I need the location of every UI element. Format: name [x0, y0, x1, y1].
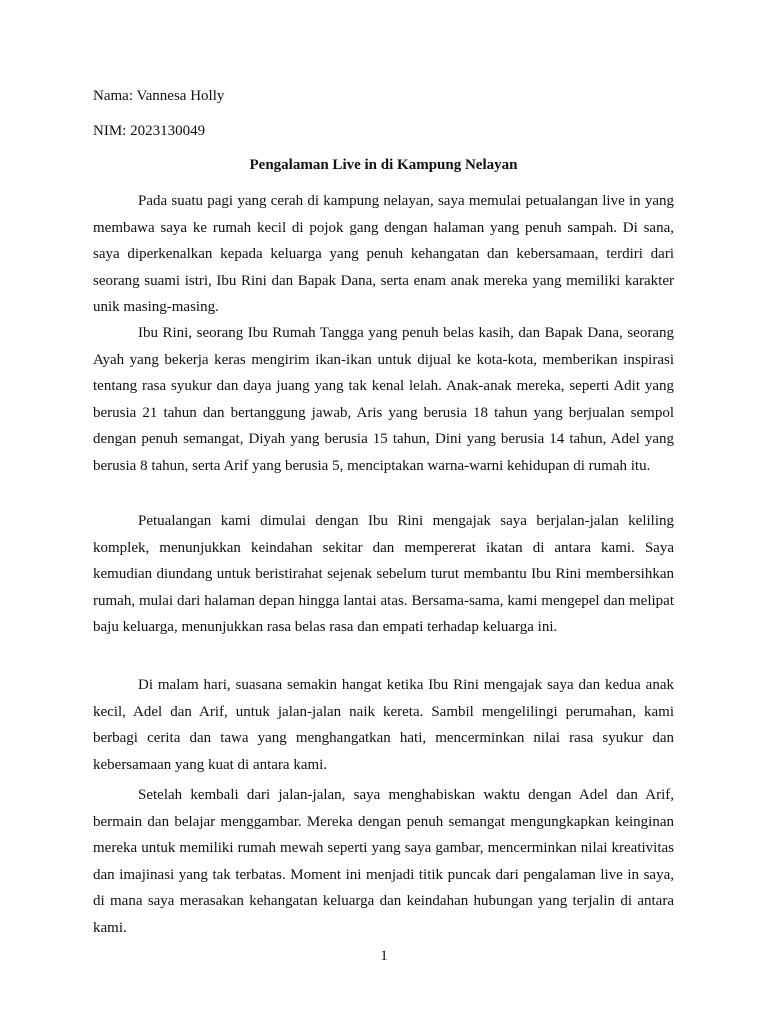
paragraph-3: Petualangan kami dimulai dengan Ibu Rini mengajak saya berjalan-jalan keliling komplek, menunjukkan keindahan sekitar dan mempererat ikatan di antara kami. Saya kemudian diundang untuk beristirahat sejenak sebelum turut membantu Ibu Rini membersihkan rumah, mulai dari halaman depan hingga lantai atas. Bersama-sama, kami mengepel dan melipat baju keluarga, menunjukkan rasa belas rasa dan empati terhadap keluarga ini.: [93, 513, 674, 635]
paragraph-block-3: [93, 508, 674, 641]
paragraph-block-1: [93, 188, 674, 321]
paragraph-4: Di malam hari, suasana semakin hangat ketika Ibu Rini mengajak saya dan kedua anak kecil, Adel dan Arif, untuk jalan-jalan naik kereta. Sambil mengelilingi perumahan, kami berbagi cerita dan tawa yang menghangatkan hati, mencerminkan nilai rasa syukur dan kebersamaan yang kuat di antara kami.: [93, 677, 674, 773]
document-title: Pengalaman Live in di Kampung Nelayan: [249, 157, 518, 173]
paragraph-1: Pada suatu pagi yang cerah di kampung nelayan, saya memulai petualangan live in yang membawa saya ke rumah kecil di pojok gang dengan halaman yang penuh sampah. Di sana, saya diperkenalkan kepada keluarga yang penuh kehangatan dan kebersamaan, terdiri dari seorang suami istri, Ibu Rini dan Bapak Dana, serta enam anak mereka yang memiliki karakter unik masing-masing.: [93, 193, 674, 315]
page-number: 1: [380, 948, 388, 964]
paragraph-block-4: [93, 672, 674, 778]
student-name: Nama: Vannesa Holly: [93, 88, 225, 104]
paragraph-block-2: [93, 320, 674, 479]
paragraph-5: Setelah kembali dari jalan-jalan, saya menghabiskan waktu dengan Adel dan Arif, bermain dan belajar menggambar. Mereka dengan penuh semangat mengungkapkan keinginan mereka untuk memiliki rumah mewah seperti yang saya gambar, mencerminkan nilai kreativitas dan imajinasi yang tak terbatas. Moment ini menjadi titik puncak dari pengalaman live in saya, di mana saya merasakan kehangatan keluarga dan keindahan hubungan yang terjalin di antara kami.: [93, 787, 674, 936]
student-nim: NIM: 2023130049: [93, 123, 206, 139]
paragraph-block-5: [93, 782, 674, 941]
paragraph-2: Ibu Rini, seorang Ibu Rumah Tangga yang penuh belas kasih, dan Bapak Dana, seorang Ayah yang bekerja keras mengirim ikan-ikan untuk dijual ke kota-kota, memberikan inspirasi tentang rasa syukur dan daya juang yang tak kenal lelah. Anak-anak mereka, seperti Adit yang berusia 21 tahun dan bertanggung jawab, Aris yang berusia 18 tahun yang berjualan sempol dengan penuh semangat, Diyah yang berusia 15 tahun, Dini yang berusia 14 tahun, Adel yang berusia 8 tahun, serta Arif yang berusia 5, menciptakan warna-warni kehidupan di rumah itu.: [93, 325, 674, 474]
